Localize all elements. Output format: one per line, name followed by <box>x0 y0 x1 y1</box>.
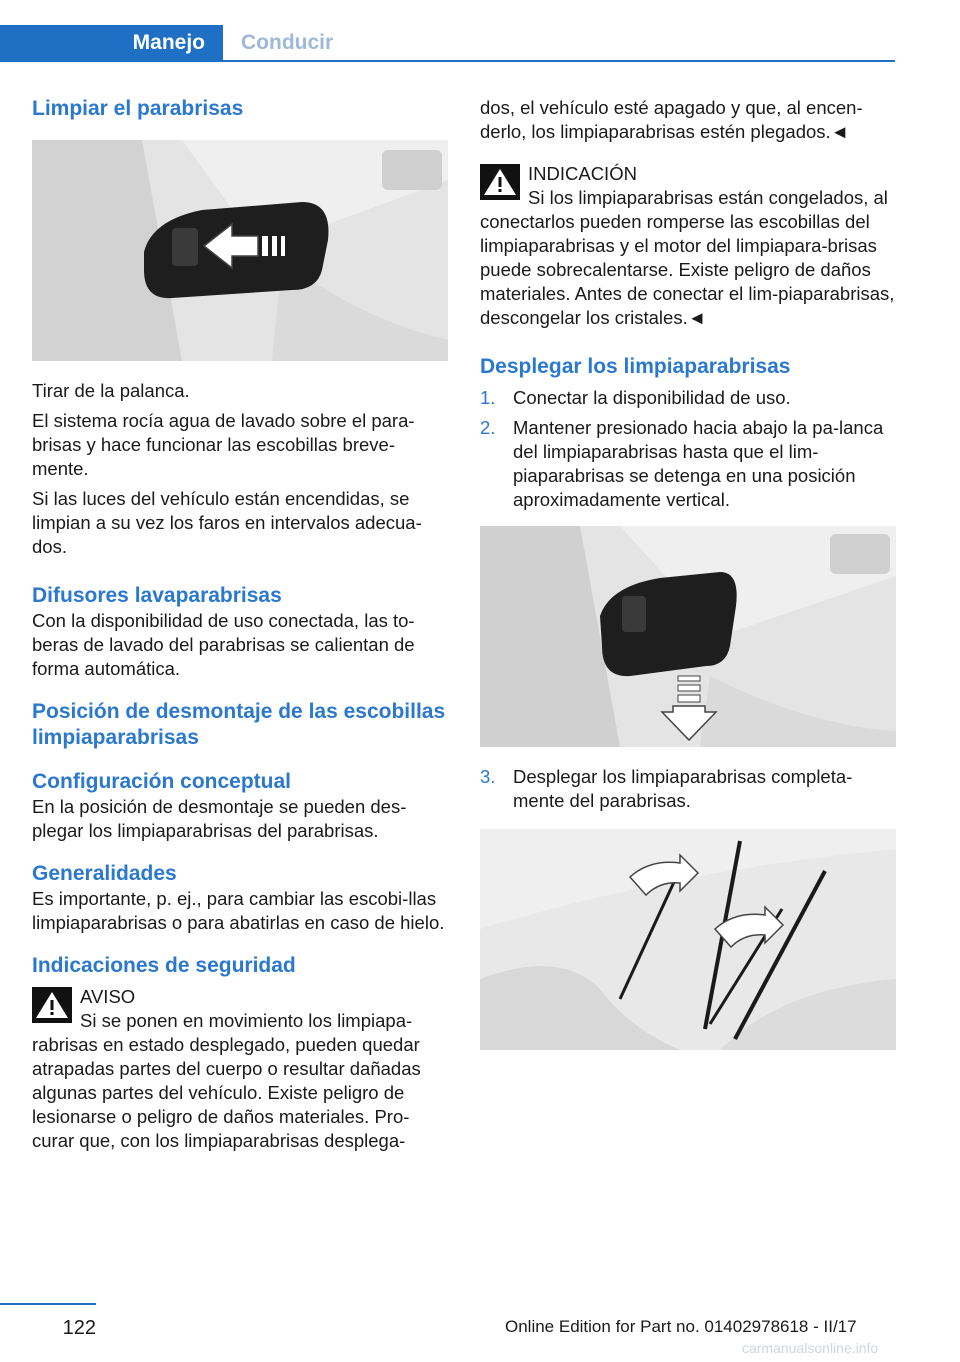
heading-indicaciones-seguridad: Indicaciones de seguridad <box>32 954 296 977</box>
step-text: Conectar la disponibilidad de uso. <box>513 387 791 408</box>
chapter-tabs <box>0 0 895 64</box>
step-number: 1. <box>480 387 496 408</box>
step-item <box>480 416 896 512</box>
steps-list-continued <box>480 765 896 813</box>
text-difusores: Con la disponibilidad de uso conectada, las to-beras de lavado del parabrisas se calientan de forma automática. <box>32 610 415 679</box>
heading-limpiar-parabrisas: Limpiar el parabrisas <box>32 97 244 120</box>
step-number: 2. <box>480 417 496 438</box>
watermark: carmanualsonline.info <box>742 1340 879 1356</box>
text-generalidades: Es importante, p. ej., para cambiar las escobi-llas limpiaparabrisas o para abatirlas en caso de hielo. <box>32 888 445 933</box>
warning-triangle-icon <box>32 987 72 1023</box>
step-text: Desplegar los limpiaparabrisas completa-mente del parabrisas. <box>513 766 853 811</box>
text-configuracion: En la posición de desmontaje se pueden des-plegar los limpiaparabrisas del parabrisas. <box>32 796 407 841</box>
aviso-text: Si se ponen en movimiento los limpiapa-rabrisas en estado desplegado, pueden quedar atrapadas partes del cuerpo o resultar dañadas algunas partes del vehículo. Existe peligro de lesionarse o peligro de daños materiales. Pro-curar que, con los limpiaparabrisas desplega- <box>32 1010 421 1151</box>
heading-difusores: Difusores lavaparabrisas <box>32 584 282 607</box>
heading-configuracion: Configuración conceptual <box>32 770 292 793</box>
notice-indicacion <box>480 162 896 330</box>
text-tirar-palanca: Tirar de la palanca. <box>32 380 190 401</box>
heading-desplegar: Desplegar los limpiaparabrisas <box>480 355 791 378</box>
tab-manejo[interactable]: Manejo <box>0 25 223 61</box>
header-rule <box>0 60 895 62</box>
text-aviso-continuation: dos, el vehículo esté apagado y que, al encen-derlo, los limpiaparabrisas estén plegados.◄ <box>480 97 863 142</box>
step-text: Mantener presionado hacia abajo la pa-lanca del limpiaparabrisas hasta que el lim-piaparabrisas se detenga en una posición aproximadamente vertical. <box>513 417 884 510</box>
warning-aviso <box>32 985 448 1153</box>
figure-wiper-lever-pull <box>32 140 448 361</box>
right-column <box>480 96 896 1050</box>
step-item <box>480 386 896 410</box>
heading-generalidades: Generalidades <box>32 862 177 885</box>
aviso-label: AVISO <box>80 986 136 1007</box>
heading-posicion-desmontaje: Posición de desmontaje de las escobillas limpiaparabrisas <box>32 700 446 749</box>
indicacion-text: Si los limpiaparabrisas están congelados, al conectarlos pueden romperse las escobillas del limpiaparabrisas y el motor del limpiapara-brisas puede sobrecalentarse. Existe peligro de daños materiales. Antes de conectar el lim-piaparabrisas, descongelar los cristales.◄ <box>480 187 895 328</box>
figure-wipers-unfolded <box>480 829 896 1050</box>
page-number: 122 <box>62 1317 96 1339</box>
step-number: 3. <box>480 766 496 787</box>
steps-list <box>480 386 896 512</box>
footer-rule <box>0 1303 96 1305</box>
indicacion-label: INDICACIÓN <box>528 163 637 184</box>
text-sistema-rocia: El sistema rocía agua de lavado sobre el para-brisas y hace funcionar las escobillas breve-mente. <box>32 410 415 479</box>
figure-wiper-lever-push-down <box>480 526 896 747</box>
tab-conducir[interactable]: Conducir <box>241 31 334 54</box>
edition-text: Online Edition for Part no. 01402978618 - II/17 <box>505 1317 857 1336</box>
left-column <box>32 96 448 1153</box>
step-item <box>480 765 896 813</box>
warning-triangle-icon <box>480 164 520 200</box>
text-luces-vehiculo: Si las luces del vehículo están encendidas, se limpian a su vez los faros en intervalos adecua-dos. <box>32 488 422 557</box>
